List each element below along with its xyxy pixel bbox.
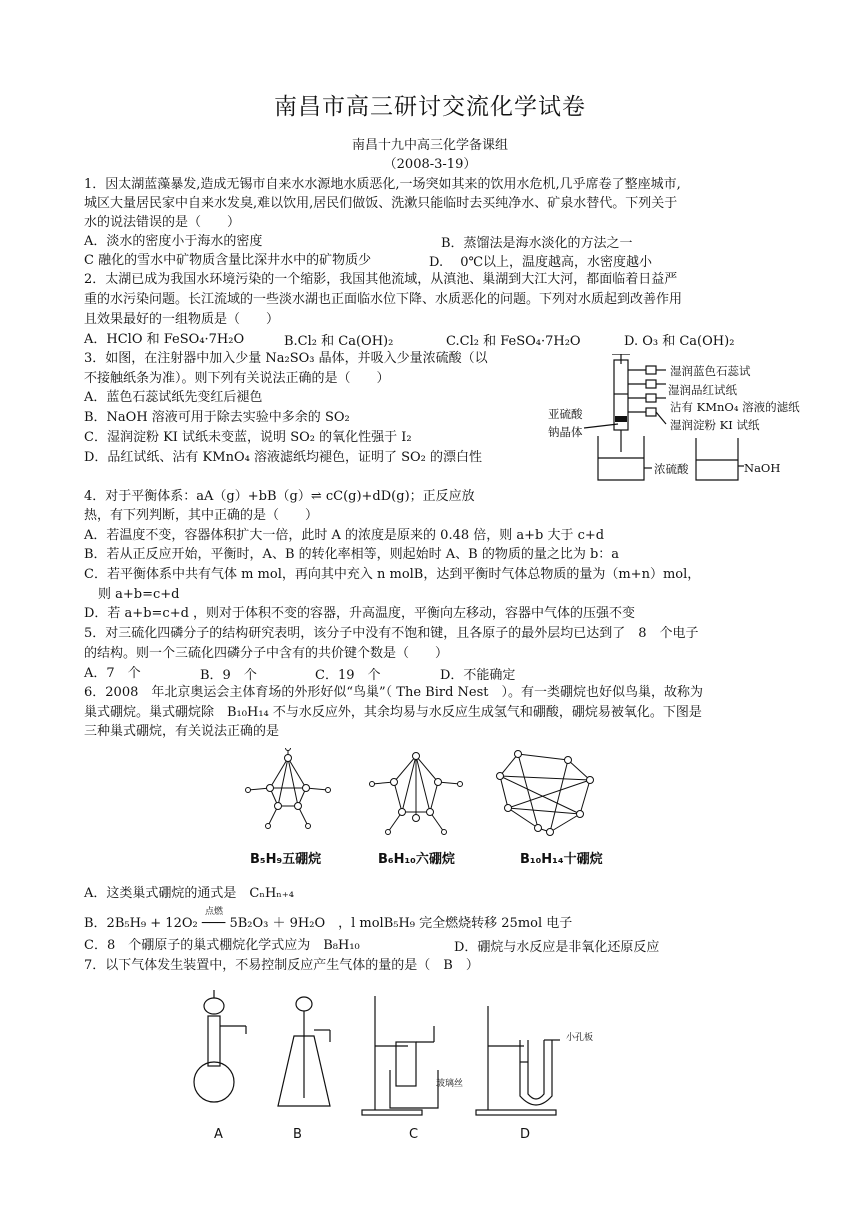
q7-line1: 7．以下气体发生装置中，不易控制反应产生气体的量的是（ B ） [84,958,479,973]
q5-option-a: A．7 个 [84,666,141,681]
apparatus-c-note: 玻璃丝 [436,1079,464,1089]
q6-line2: 巢式硼烷。巢式硼烷除 B₁₀H₁₄ 不与水反应外，其余均易与水反应生成氢气和硼酸，硼烷易被氧化。下图是 [84,705,702,720]
label-naoh: NaOH [744,461,781,475]
q2-line2: 重的水污染问题。长江流域的一些淡水湖也正面临水位下降、水质恶化的问题。下列对水质起到改善作用 [84,292,683,307]
q5-option-d: D．不能确定 [440,668,516,683]
caption-b10h14: B₁₀H₁₄十硼烷 [520,852,603,867]
label-magenta-paper: 湿润品红试纸 [668,383,737,397]
q3-line2: 不接触纸条为准）。则下列有关说法正确的是（ ） [84,371,390,386]
apparatus-label-a: A [214,1127,223,1142]
q3-option-a: A．蓝色石蕊试纸先变红后褪色 [84,390,263,405]
q6-line3: 三种巢式硼烷，有关说法正确的是 [84,724,280,739]
apparatus-d-note: 小孔板 [566,1033,594,1043]
q2-option-a: A．HClO 和 FeSO₄·7H₂O [84,332,245,347]
q5-line2: 的结构。则一个三硫化四磷分子中含有的共价键个数是（ ） [84,646,449,661]
q1-option-b: B．蒸馏法是海水淡化的方法之一 [441,236,633,251]
q3-option-d: D．品红试纸、沾有 KMnO₄ 溶液滤纸均褪色，证明了 SO₂ 的漂白性 [84,450,482,465]
q1-option-c: C 融化的雪水中矿物质含量比深井水中的矿物质少 [84,253,372,268]
gas-generator-figure [190,986,580,1118]
q6-line1: 6．2008 年北京奥运会主体育场的外形好似“鸟巢”（ The Bird Nest ）。有一类硼烷也好似鸟巢，故称为 [84,685,703,700]
q2-line3: 且效果最好的一组物质是（ ） [84,312,280,327]
caption-b6h10: B₆H₁₀六硼烷 [378,852,455,867]
q2-option-d: D. O₃ 和 Ca(OH)₂ [624,334,735,349]
q4-option-d: D．若 a+b=c+d ，则对于体积不变的容器，升高温度，平衡向左移动，容器中气体的压强不变 [84,606,636,621]
apparatus-label-d: D [520,1127,531,1142]
q5-option-c: C．19 个 [315,668,381,683]
q4-line2: 热，有下列判断，其中正确的是（ ） [84,508,319,523]
label-sulfite: 亚硫酸 [548,407,583,421]
label-litmus-paper: 湿润蓝色石蕊试 [670,364,751,378]
q6-option-b: B．2B₅H₉ + 12O₂ ─── 5B₂O₃ ＋ 9H₂O ，l molB₅H₉ 完全燃烧转移 25mol 电子 [84,916,573,931]
apparatus-label-c: C [409,1127,419,1142]
q6-option-c: C．8 个硼原子的巢式棚烷化学式应为 B₈H₁₀ [84,938,360,953]
q4-option-b: B．若从正反应开始，平衡时，A、B 的转化率相等，则起始时 A、B 的物质的量之比为 b：a [84,547,620,562]
q4-line1: 4．对于平衡体系：aA（g）+bB（g）⇌ cC(g)+dD(g)；正反应放 [84,489,475,504]
q4-option-c: C．若平衡体系中共有气体 m mol，再向其中充入 n molB，达到平衡时气体总物质的量为（m+n）mol， [84,567,701,582]
q1-option-a: A．淡水的密度小于海水的密度 [84,234,263,249]
q2-line1: 2．太湖已成为我国水环境污染的一个缩影，我国其他流域，从滇池、巢湖到大江大河，都面临着日益严 [84,272,678,287]
q4-option-a: A．若温度不变，容器体积扩大一倍，此时 A 的浓度是原来的 0.48 倍，则 a+b 大于 c+d [84,528,605,543]
q6-condition: 点燃 [205,907,224,917]
q3-line1: 3．如图，在注射器中加入少量 Na₂SO₃ 晶体，并吸入少量浓硫酸（以 [84,351,488,366]
q5-option-b: B．9 个 [200,668,257,683]
q1-line1: 1．因太湖蓝藻暴发,造成无锡市自来水水源地水质恶化,一场突如其来的饮用水危机,几乎席卷了整座城市, [84,177,681,192]
q2-option-c: C.Cl₂ 和 FeSO₄·7H₂O [446,334,581,349]
q3-option-b: B．NaOH 溶液可用于除去实验中多余的 SO₂ [84,410,350,425]
borane-structures-figure [238,748,618,848]
apparatus-label-b: B [293,1127,302,1142]
q1-option-d: D. 0℃以上，温度越高，水密度越小 [429,255,653,270]
q5-line1: 5．对三硫化四磷分子的结构研究表明，该分子中没有不饱和键，且各原子的最外层均已达到了 8 个电子 [84,626,699,641]
q2-option-b: B.Cl₂ 和 Ca(OH)₂ [284,334,394,349]
subtitle: 南昌十九中高三化学备课组 [351,138,508,153]
label-crystal: 钠晶体 [548,425,583,439]
label-kmno4-paper: 沾有 KMnO₄ 溶液的滤纸 [670,400,800,414]
q1-line2: 城区大量居民家中自来水发臭,难以饮用,居民们做饭、洗漱只能临时去买纯净水、矿泉水替代。下列关于 [84,196,678,211]
q6-option-a: A．这类巢式硼烷的通式是 CₙHₙ₊₄ [84,886,294,901]
caption-b5h9: B₅H₉五硼烷 [250,852,322,867]
q6-option-d: D．硼烷与水反应是非氧化还原反应 [454,940,660,955]
page-title: 南昌市高三研讨交流化学试卷 [274,94,586,120]
label-sulfuric-acid: 浓硫酸 [654,462,689,476]
label-ki-paper: 湿润淀粉 KI 试纸 [670,418,760,432]
q4-option-c-cont: 则 a+b=c+d [98,587,180,602]
q3-option-c: C．湿润淀粉 KI 试纸未变蓝，说明 SO₂ 的氧化性强于 I₂ [84,430,412,445]
date: （2008-3-19） [383,157,477,172]
q1-line3: 水的说法错误的是（ ） [84,215,241,230]
